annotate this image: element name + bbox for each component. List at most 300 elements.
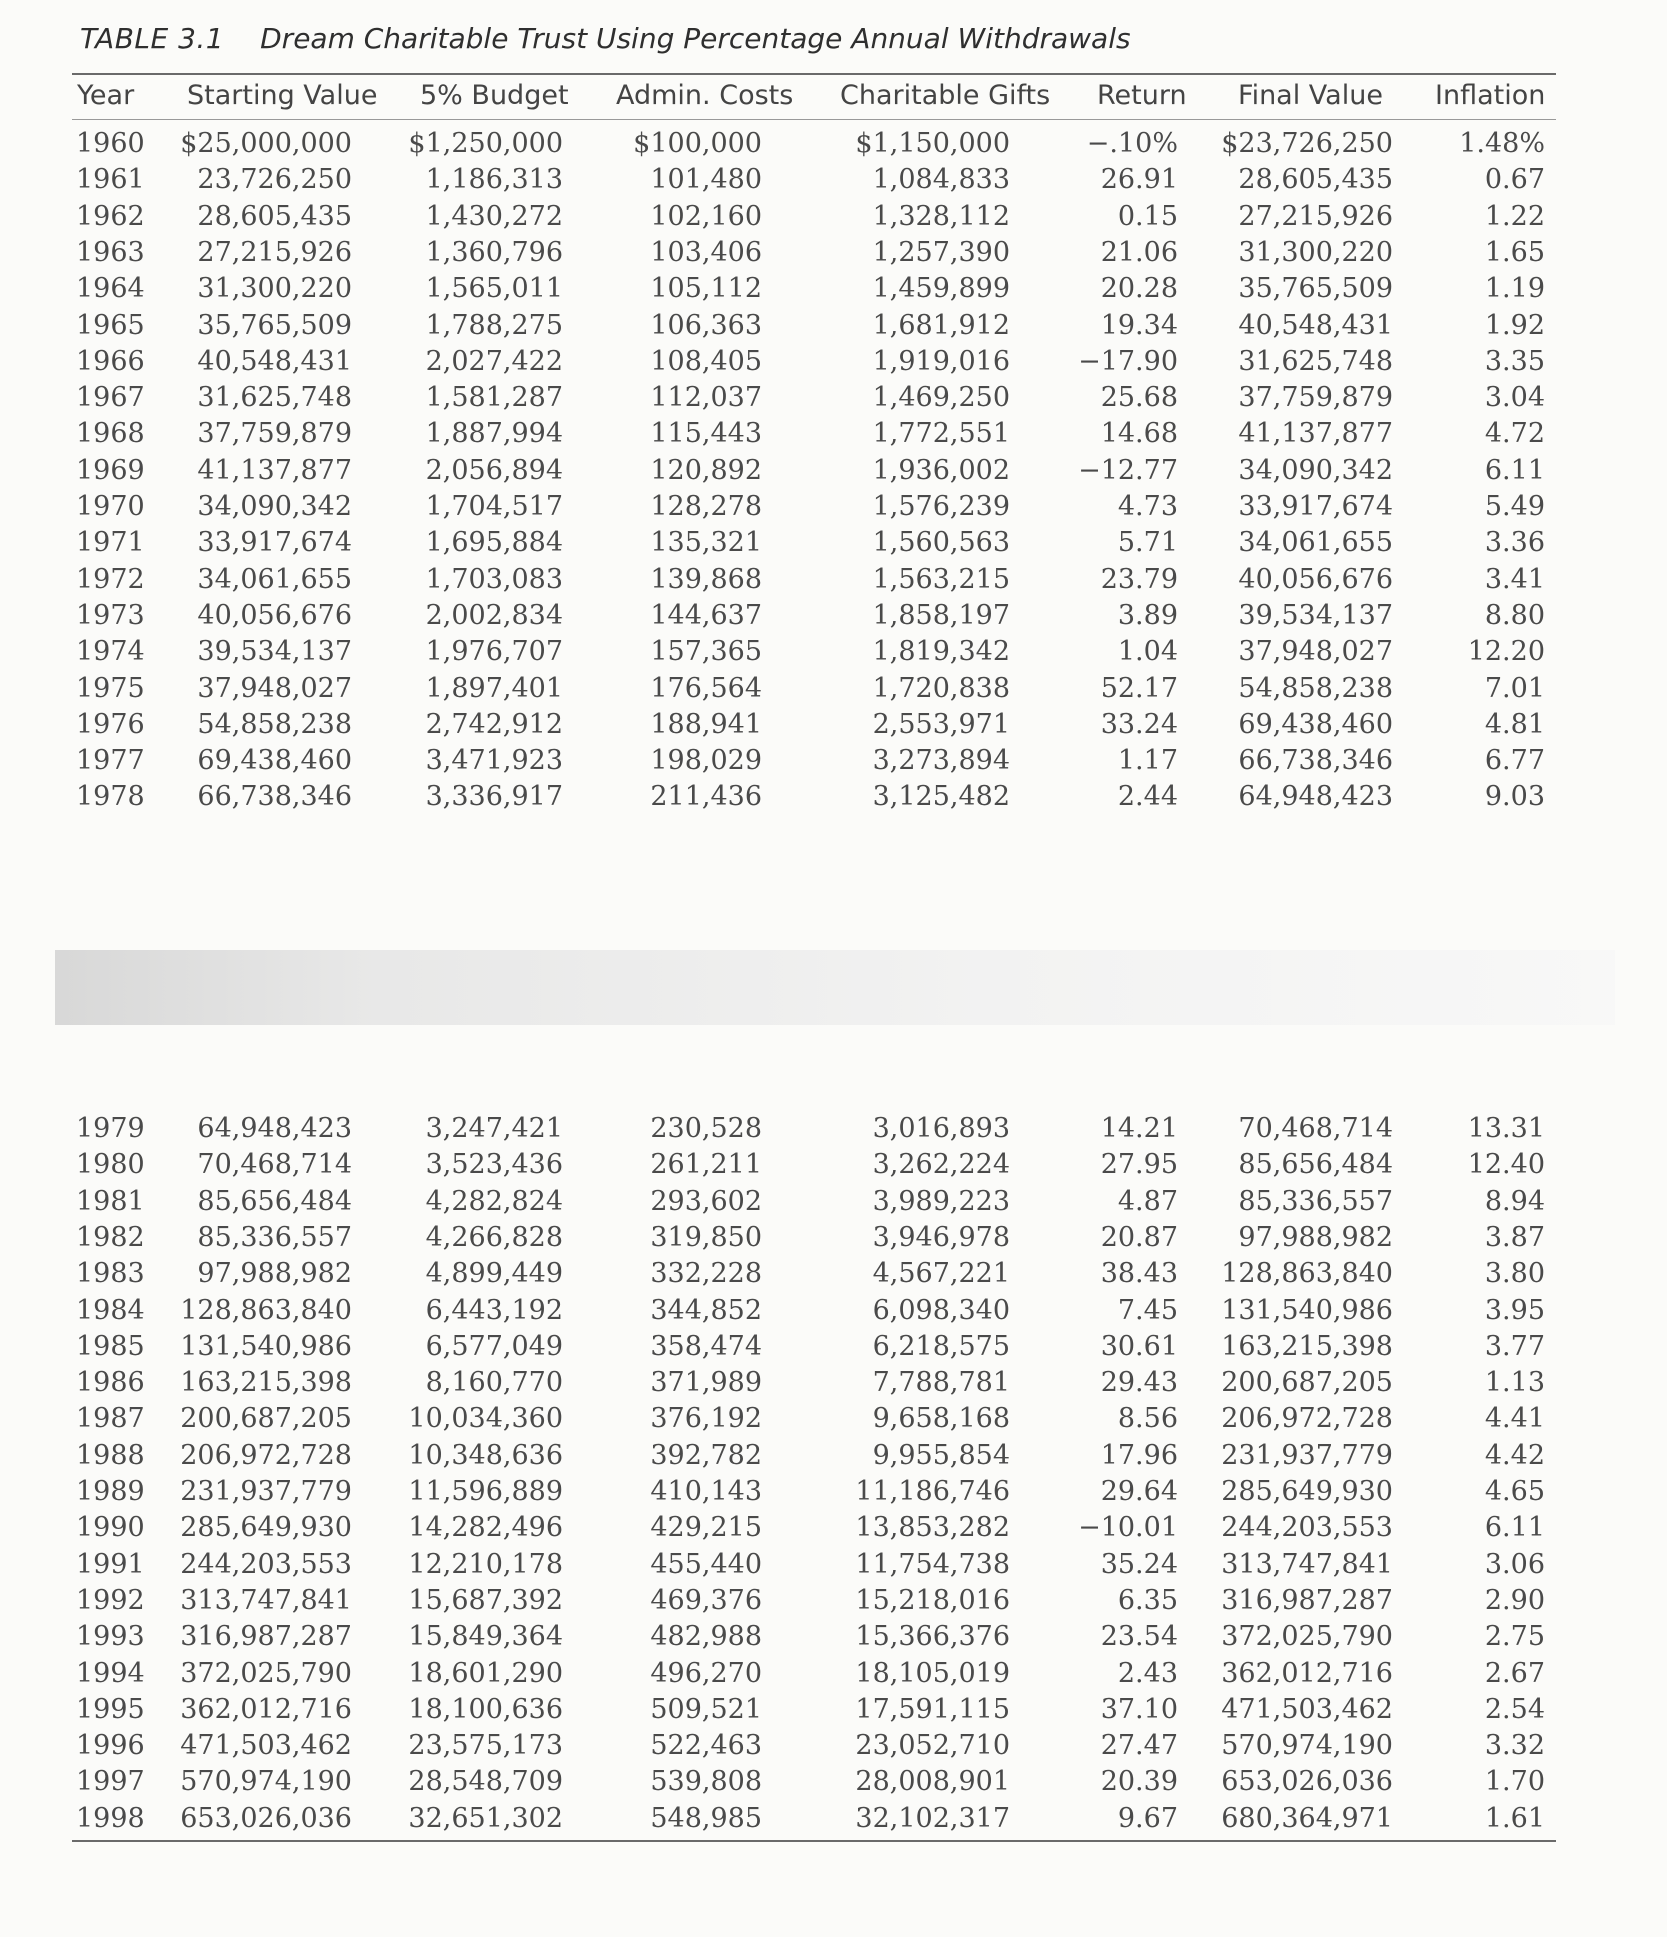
cell-starting-value: 200,687,205 (180, 1403, 352, 1435)
cell-charitable-gifts: 3,262,224 (872, 1149, 1010, 1181)
cell-budget: 18,601,290 (408, 1657, 563, 1689)
cell-admin-costs: 105,112 (650, 273, 762, 305)
cell-charitable-gifts: 32,102,317 (855, 1802, 1010, 1834)
cell-starting-value: 31,300,220 (197, 273, 352, 305)
table-row (0, 1367, 1667, 1403)
cell-final-value: 64,948,423 (1238, 781, 1393, 813)
cell-budget: 1,430,272 (425, 200, 563, 232)
cell-year: 1968 (76, 418, 145, 450)
cell-return: 27.47 (1100, 1730, 1178, 1762)
cell-budget: 6,577,049 (425, 1330, 563, 1362)
table-row (0, 1512, 1667, 1548)
cell-inflation: 1.19 (1484, 273, 1545, 305)
cell-inflation: 2.75 (1484, 1621, 1545, 1653)
cell-charitable-gifts: 1,858,197 (872, 599, 1010, 631)
cell-budget: 4,266,828 (425, 1221, 563, 1253)
table-row (0, 1331, 1667, 1367)
cell-budget: 10,348,636 (408, 1439, 563, 1471)
cell-charitable-gifts: 18,105,019 (855, 1657, 1010, 1689)
cell-return: 20.87 (1100, 1221, 1178, 1253)
cell-return: 29.64 (1100, 1476, 1178, 1507)
cell-return: 4.87 (1117, 1185, 1178, 1217)
table-row (0, 455, 1667, 491)
cell-final-value: 28,605,435 (1238, 164, 1393, 196)
cell-final-value: $23,726,250 (1221, 128, 1393, 159)
cell-admin-costs: 410,143 (650, 1476, 762, 1507)
cell-inflation: 1.22 (1484, 200, 1545, 232)
cell-year: 1987 (76, 1403, 145, 1435)
table-row (0, 1730, 1667, 1766)
cell-charitable-gifts: 1,459,899 (872, 273, 1010, 305)
cell-final-value: 471,503,462 (1221, 1693, 1393, 1725)
cell-inflation: 3.36 (1484, 527, 1545, 559)
cell-final-value: 362,012,716 (1221, 1657, 1393, 1689)
table-row (0, 1766, 1667, 1802)
cell-admin-costs: 376,192 (650, 1403, 762, 1435)
table-row (0, 1113, 1667, 1149)
cell-charitable-gifts: 17,591,115 (855, 1693, 1010, 1725)
cell-charitable-gifts: 9,955,854 (872, 1439, 1010, 1471)
cell-inflation: 4.65 (1484, 1476, 1545, 1507)
cell-inflation: 4.42 (1484, 1439, 1545, 1471)
header-admin-costs: Admin. Costs (616, 80, 794, 111)
table-row (0, 1149, 1667, 1185)
table-row (0, 1585, 1667, 1621)
cell-inflation: 2.54 (1484, 1693, 1545, 1725)
cell-year: 1995 (76, 1693, 145, 1725)
table-row (0, 1222, 1667, 1258)
table-row (0, 673, 1667, 709)
cell-final-value: 231,937,779 (1221, 1439, 1393, 1471)
cell-final-value: 316,987,287 (1221, 1584, 1393, 1616)
cell-admin-costs: 469,376 (650, 1584, 762, 1616)
table-row (0, 636, 1667, 672)
cell-year: 1996 (76, 1730, 145, 1762)
cell-final-value: 31,300,220 (1238, 236, 1393, 268)
cell-return: −17.90 (1078, 345, 1178, 377)
cell-inflation: 3.04 (1484, 382, 1545, 414)
cell-budget: 1,695,884 (425, 527, 563, 559)
cell-inflation: 3.32 (1484, 1730, 1545, 1762)
cell-starting-value: 244,203,553 (180, 1548, 352, 1580)
cell-year: 1988 (76, 1439, 145, 1471)
table-row (0, 346, 1667, 382)
cell-budget: 23,575,173 (408, 1730, 563, 1762)
cell-starting-value: 316,987,287 (180, 1621, 352, 1653)
table-row (0, 491, 1667, 527)
cell-year: 1979 (76, 1113, 145, 1144)
cell-budget: 14,282,496 (408, 1512, 563, 1544)
cell-inflation: 3.06 (1484, 1548, 1545, 1580)
table-row (0, 1803, 1667, 1839)
cell-admin-costs: 455,440 (650, 1548, 762, 1580)
cell-final-value: 680,364,971 (1221, 1802, 1393, 1834)
table-row (0, 527, 1667, 563)
cell-starting-value: 34,061,655 (197, 563, 352, 595)
cell-inflation: 3.77 (1484, 1330, 1545, 1362)
cell-admin-costs: 108,405 (650, 345, 762, 377)
cell-return: 14.68 (1100, 418, 1178, 450)
cell-starting-value: 97,988,982 (197, 1258, 352, 1290)
cell-admin-costs: 482,988 (650, 1621, 762, 1653)
cell-final-value: 31,625,748 (1238, 345, 1393, 377)
cell-year: 1990 (76, 1512, 145, 1544)
table-row (0, 781, 1667, 817)
cell-return: 14.21 (1100, 1113, 1178, 1144)
cell-inflation: 2.90 (1484, 1584, 1545, 1616)
cell-admin-costs: 112,037 (650, 382, 762, 414)
cell-charitable-gifts: 15,366,376 (855, 1621, 1010, 1653)
table-row (0, 310, 1667, 346)
cell-inflation: 5.49 (1484, 491, 1545, 522)
cell-return: 30.61 (1100, 1330, 1178, 1362)
cell-return: 3.89 (1117, 599, 1178, 631)
cell-inflation: 4.72 (1484, 418, 1545, 450)
cell-return: 27.95 (1100, 1149, 1178, 1181)
cell-return: 5.71 (1117, 527, 1178, 559)
table-caption (80, 22, 1131, 55)
cell-budget: 15,687,392 (408, 1584, 563, 1616)
cell-starting-value: 69,438,460 (197, 745, 352, 777)
cell-starting-value: 285,649,930 (180, 1512, 352, 1544)
cell-charitable-gifts: 6,098,340 (872, 1294, 1010, 1326)
cell-charitable-gifts: 28,008,901 (855, 1766, 1010, 1798)
cell-budget: 3,336,917 (425, 781, 563, 813)
cell-starting-value: 131,540,986 (180, 1330, 352, 1362)
cell-starting-value: 471,503,462 (180, 1730, 352, 1762)
cell-admin-costs: 188,941 (650, 708, 762, 740)
cell-year: 1980 (76, 1149, 145, 1181)
cell-charitable-gifts: 1,819,342 (872, 636, 1010, 668)
cell-year: 1982 (76, 1221, 145, 1253)
cell-admin-costs: 548,985 (650, 1802, 762, 1834)
cell-budget: 3,523,436 (425, 1149, 563, 1181)
cell-year: 1976 (76, 708, 145, 740)
header-final-value: Final Value (1238, 80, 1383, 111)
cell-charitable-gifts: 15,218,016 (855, 1584, 1010, 1616)
cell-final-value: 131,540,986 (1221, 1294, 1393, 1326)
cell-year: 1997 (76, 1766, 145, 1798)
cell-charitable-gifts: 9,658,168 (872, 1403, 1010, 1435)
table-row (0, 273, 1667, 309)
table-row (0, 418, 1667, 454)
cell-budget: 10,034,360 (408, 1403, 563, 1435)
table-row (0, 164, 1667, 200)
cell-admin-costs: 157,365 (650, 636, 762, 668)
top-rule (72, 73, 1556, 75)
table-row (0, 237, 1667, 273)
header-year: Year (77, 80, 135, 111)
cell-charitable-gifts: 2,553,971 (872, 708, 1010, 740)
cell-admin-costs: 496,270 (650, 1657, 762, 1689)
cell-admin-costs: 176,564 (650, 672, 762, 704)
cell-return: −12.77 (1078, 454, 1178, 486)
cell-inflation: 1.48% (1459, 128, 1545, 159)
cell-starting-value: 85,656,484 (197, 1185, 352, 1217)
cell-charitable-gifts: 1,084,833 (872, 164, 1010, 196)
cell-admin-costs: 128,278 (650, 491, 762, 522)
cell-admin-costs: 103,406 (650, 236, 762, 268)
table-row (0, 201, 1667, 237)
cell-final-value: 653,026,036 (1221, 1766, 1393, 1798)
cell-return: 9.67 (1117, 1802, 1178, 1834)
cell-final-value: 54,858,238 (1238, 672, 1393, 704)
cell-starting-value: 313,747,841 (180, 1584, 352, 1616)
cell-final-value: 37,948,027 (1238, 636, 1393, 668)
cell-return: 38.43 (1100, 1258, 1178, 1290)
cell-inflation: 3.95 (1484, 1294, 1545, 1326)
cell-final-value: 34,090,342 (1238, 454, 1393, 486)
cell-budget: 6,443,192 (425, 1294, 563, 1326)
cell-starting-value: 64,948,423 (197, 1113, 352, 1144)
cell-charitable-gifts: 1,257,390 (872, 236, 1010, 268)
cell-year: 1967 (76, 382, 145, 414)
cell-return: 37.10 (1100, 1693, 1178, 1725)
cell-year: 1977 (76, 745, 145, 777)
cell-charitable-gifts: 3,989,223 (872, 1185, 1010, 1217)
cell-admin-costs: 120,892 (650, 454, 762, 486)
cell-budget: 18,100,636 (408, 1693, 563, 1725)
cell-inflation: 3.87 (1484, 1221, 1545, 1253)
cell-starting-value: 39,534,137 (197, 636, 352, 668)
cell-year: 1993 (76, 1621, 145, 1653)
cell-charitable-gifts: 13,853,282 (855, 1512, 1010, 1544)
cell-inflation: 1.65 (1484, 236, 1545, 268)
cell-inflation: 2.67 (1484, 1657, 1545, 1689)
cell-return: 0.15 (1117, 200, 1178, 232)
cell-inflation: 6.77 (1484, 745, 1545, 777)
table-header (0, 80, 1667, 120)
cell-return: 19.34 (1100, 309, 1178, 341)
cell-budget: 11,596,889 (408, 1476, 563, 1507)
cell-starting-value: 41,137,877 (197, 454, 352, 486)
cell-year: 1974 (76, 636, 145, 668)
table-row (0, 600, 1667, 636)
cell-charitable-gifts: 7,788,781 (872, 1367, 1010, 1399)
cell-starting-value: 35,765,509 (197, 309, 352, 341)
table-row (0, 1549, 1667, 1585)
cell-year: 1961 (76, 164, 145, 196)
cell-starting-value: 23,726,250 (197, 164, 352, 196)
cell-charitable-gifts: 1,919,016 (872, 345, 1010, 377)
cell-budget: 1,360,796 (425, 236, 563, 268)
cell-admin-costs: 211,436 (650, 781, 762, 813)
cell-return: −10.01 (1078, 1512, 1178, 1544)
cell-charitable-gifts: 1,560,563 (872, 527, 1010, 559)
bottom-rule (72, 1840, 1556, 1842)
cell-charitable-gifts: 3,946,978 (872, 1221, 1010, 1253)
cell-budget: 2,027,422 (425, 345, 563, 377)
cell-charitable-gifts: 1,772,551 (872, 418, 1010, 450)
cell-inflation: 12.20 (1467, 636, 1545, 668)
scan-artifact-band (55, 950, 1615, 1025)
cell-inflation: 7.01 (1484, 672, 1545, 704)
cell-final-value: 41,137,877 (1238, 418, 1393, 450)
cell-budget: 15,849,364 (408, 1621, 563, 1653)
cell-starting-value: 163,215,398 (180, 1367, 352, 1399)
cell-starting-value: 85,336,557 (197, 1221, 352, 1253)
cell-final-value: 200,687,205 (1221, 1367, 1393, 1399)
cell-admin-costs: 102,160 (650, 200, 762, 232)
cell-budget: 3,247,421 (425, 1113, 563, 1144)
header-return: Return (1097, 80, 1187, 111)
cell-final-value: 206,972,728 (1221, 1403, 1393, 1435)
cell-return: 52.17 (1100, 672, 1178, 704)
table-title: Dream Charitable Trust Using Percentage Annual Withdrawals (260, 22, 1131, 55)
cell-final-value: 313,747,841 (1221, 1548, 1393, 1580)
cell-budget: 1,704,517 (425, 491, 563, 522)
cell-budget: 2,056,894 (425, 454, 563, 486)
cell-charitable-gifts: 1,936,002 (872, 454, 1010, 486)
cell-budget: 2,742,912 (425, 708, 563, 740)
cell-return: 17.96 (1100, 1439, 1178, 1471)
cell-starting-value: 231,937,779 (180, 1476, 352, 1507)
header-starting-value: Starting Value (187, 80, 378, 111)
cell-admin-costs: 429,215 (650, 1512, 762, 1544)
table-row (0, 709, 1667, 745)
cell-starting-value: 33,917,674 (197, 527, 352, 559)
cell-admin-costs: 230,528 (650, 1113, 762, 1144)
cell-year: 1992 (76, 1584, 145, 1616)
cell-admin-costs: 371,989 (650, 1367, 762, 1399)
cell-admin-costs: 344,852 (650, 1294, 762, 1326)
table-row (0, 382, 1667, 418)
cell-year: 1998 (76, 1802, 145, 1834)
cell-final-value: 163,215,398 (1221, 1330, 1393, 1362)
cell-starting-value: 54,858,238 (197, 708, 352, 740)
cell-return: 25.68 (1100, 382, 1178, 414)
cell-final-value: 372,025,790 (1221, 1621, 1393, 1653)
cell-charitable-gifts: 4,567,221 (872, 1258, 1010, 1290)
cell-final-value: 39,534,137 (1238, 599, 1393, 631)
cell-starting-value: 27,215,926 (197, 236, 352, 268)
cell-year: 1981 (76, 1185, 145, 1217)
cell-inflation: 6.11 (1484, 454, 1545, 486)
cell-final-value: 69,438,460 (1238, 708, 1393, 740)
table-row (0, 1186, 1667, 1222)
cell-year: 1971 (76, 527, 145, 559)
cell-final-value: 27,215,926 (1238, 200, 1393, 232)
table-row (0, 128, 1667, 164)
cell-charitable-gifts: 1,328,112 (872, 200, 1010, 232)
table-row (0, 745, 1667, 781)
cell-return: 1.17 (1117, 745, 1178, 777)
cell-admin-costs: 522,463 (650, 1730, 762, 1762)
cell-starting-value: 37,948,027 (197, 672, 352, 704)
cell-inflation: 3.80 (1484, 1258, 1545, 1290)
cell-budget: 2,002,834 (425, 599, 563, 631)
cell-year: 1978 (76, 781, 145, 813)
cell-charitable-gifts: 1,681,912 (872, 309, 1010, 341)
cell-inflation: 1.92 (1484, 309, 1545, 341)
cell-charitable-gifts: 3,016,893 (872, 1113, 1010, 1144)
cell-inflation: 0.67 (1484, 164, 1545, 196)
cell-starting-value: $25,000,000 (180, 128, 352, 159)
cell-inflation: 3.35 (1484, 345, 1545, 377)
cell-starting-value: 31,625,748 (197, 382, 352, 414)
cell-year: 1960 (76, 128, 145, 159)
cell-charitable-gifts: 1,563,215 (872, 563, 1010, 595)
cell-return: 23.79 (1100, 563, 1178, 595)
cell-charitable-gifts: 3,273,894 (872, 745, 1010, 777)
cell-starting-value: 206,972,728 (180, 1439, 352, 1471)
cell-inflation: 12.40 (1467, 1149, 1545, 1181)
cell-return: −.10% (1086, 128, 1178, 159)
cell-charitable-gifts: 6,218,575 (872, 1330, 1010, 1362)
cell-return: 4.73 (1117, 491, 1178, 522)
cell-admin-costs: 139,868 (650, 563, 762, 595)
cell-return: 7.45 (1117, 1294, 1178, 1326)
cell-budget: 4,899,449 (425, 1258, 563, 1290)
cell-charitable-gifts: 11,754,738 (855, 1548, 1010, 1580)
cell-charitable-gifts: 3,125,482 (872, 781, 1010, 813)
cell-year: 1962 (76, 200, 145, 232)
cell-starting-value: 70,468,714 (197, 1149, 352, 1181)
cell-starting-value: 34,090,342 (197, 491, 352, 522)
table-row (0, 1658, 1667, 1694)
cell-inflation: 6.11 (1484, 1512, 1545, 1544)
cell-admin-costs: 392,782 (650, 1439, 762, 1471)
cell-admin-costs: 293,602 (650, 1185, 762, 1217)
cell-budget: 1,788,275 (425, 309, 563, 341)
cell-return: 35.24 (1100, 1548, 1178, 1580)
cell-budget: 1,887,994 (425, 418, 563, 450)
cell-budget: 1,976,707 (425, 636, 563, 668)
header-budget: 5% Budget (420, 80, 569, 111)
cell-final-value: 66,738,346 (1238, 745, 1393, 777)
cell-year: 1983 (76, 1258, 145, 1290)
cell-year: 1985 (76, 1330, 145, 1362)
cell-year: 1970 (76, 491, 145, 522)
cell-budget: 32,651,302 (408, 1802, 563, 1834)
cell-charitable-gifts: 1,576,239 (872, 491, 1010, 522)
cell-budget: 12,210,178 (408, 1548, 563, 1580)
cell-admin-costs: 332,228 (650, 1258, 762, 1290)
table-row (0, 1258, 1667, 1294)
cell-budget: 1,703,083 (425, 563, 563, 595)
cell-return: 33.24 (1100, 708, 1178, 740)
cell-final-value: 70,468,714 (1238, 1113, 1393, 1144)
cell-charitable-gifts: 1,469,250 (872, 382, 1010, 414)
cell-admin-costs: 319,850 (650, 1221, 762, 1253)
cell-year: 1984 (76, 1294, 145, 1326)
cell-final-value: 244,203,553 (1221, 1512, 1393, 1544)
cell-budget: 1,581,287 (425, 382, 563, 414)
cell-starting-value: 372,025,790 (180, 1657, 352, 1689)
cell-year: 1989 (76, 1476, 145, 1507)
cell-admin-costs: 539,808 (650, 1766, 762, 1798)
cell-final-value: 85,656,484 (1238, 1149, 1393, 1181)
cell-inflation: 8.94 (1484, 1185, 1545, 1217)
cell-final-value: 33,917,674 (1238, 491, 1393, 522)
cell-return: 21.06 (1100, 236, 1178, 268)
table-row (0, 564, 1667, 600)
cell-inflation: 1.13 (1484, 1367, 1545, 1399)
cell-admin-costs: 106,363 (650, 309, 762, 341)
cell-return: 6.35 (1117, 1584, 1178, 1616)
cell-final-value: 85,336,557 (1238, 1185, 1393, 1217)
cell-return: 20.28 (1100, 273, 1178, 305)
cell-inflation: 1.61 (1484, 1802, 1545, 1834)
cell-inflation: 1.70 (1484, 1766, 1545, 1798)
cell-return: 23.54 (1100, 1621, 1178, 1653)
cell-starting-value: 40,548,431 (197, 345, 352, 377)
cell-year: 1965 (76, 309, 145, 341)
cell-year: 1966 (76, 345, 145, 377)
cell-inflation: 4.41 (1484, 1403, 1545, 1435)
table-row (0, 1621, 1667, 1657)
table-number: TABLE 3.1 (80, 22, 225, 55)
